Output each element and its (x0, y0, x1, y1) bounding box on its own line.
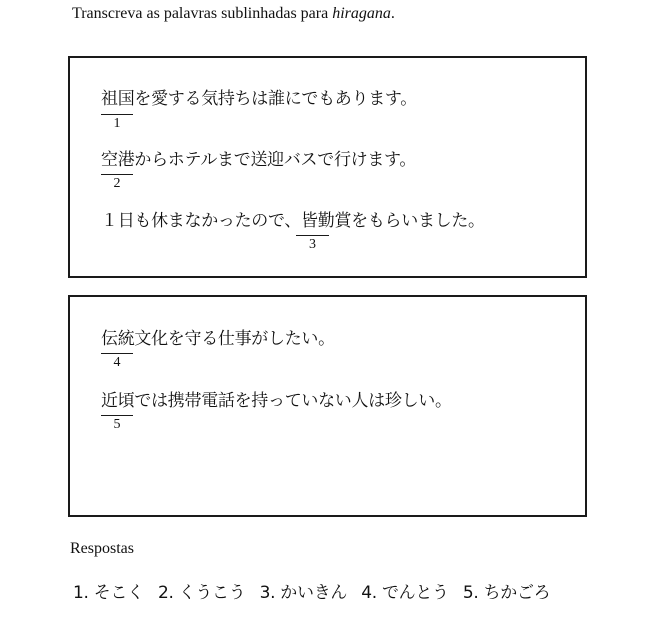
answers-list (73, 578, 559, 603)
sentence-number-5: 5 (113, 417, 121, 432)
sentence-number-2: 2 (113, 176, 121, 191)
underline-marker-5 (101, 415, 133, 416)
sentence-number-4: 4 (113, 355, 121, 370)
sentence-4: 伝統文化を守る仕事がしたい。 (101, 329, 335, 349)
instruction-suffix: . (390, 5, 395, 22)
underline-marker-3 (296, 235, 329, 236)
answer-1: 1. そこく (73, 583, 144, 603)
sentence-3: １日も休まなかったので、皆勤賞をもらいました。 (101, 211, 485, 231)
answer-2: 2. くうこう (157, 583, 246, 603)
answer-5: 5. ちかごろ (462, 583, 551, 603)
underline-marker-1 (101, 114, 133, 115)
sentence-2: 空港からホテルまで送迎バスで行けます。 (101, 150, 417, 170)
instruction-emphasis: hiragana (332, 5, 391, 22)
answers-title: Respostas (70, 540, 134, 557)
answer-4: 4. でんとう (361, 583, 449, 603)
sentence-number-3: 3 (309, 237, 316, 252)
answer-3: 3. かいきん (259, 583, 348, 603)
sentence-1: 祖国を愛する気持ちは誰にでもあります。 (101, 89, 417, 109)
underline-marker-4 (101, 353, 133, 354)
instruction-prefix: Transcreva as palavras sublinhadas para (72, 5, 333, 22)
sentence-number-1: 1 (113, 116, 121, 131)
instruction-text (72, 5, 395, 23)
sentence-5: 近頃では携帯電話を持っていない人は珍しい。 (101, 391, 452, 411)
underline-marker-2 (101, 174, 133, 175)
